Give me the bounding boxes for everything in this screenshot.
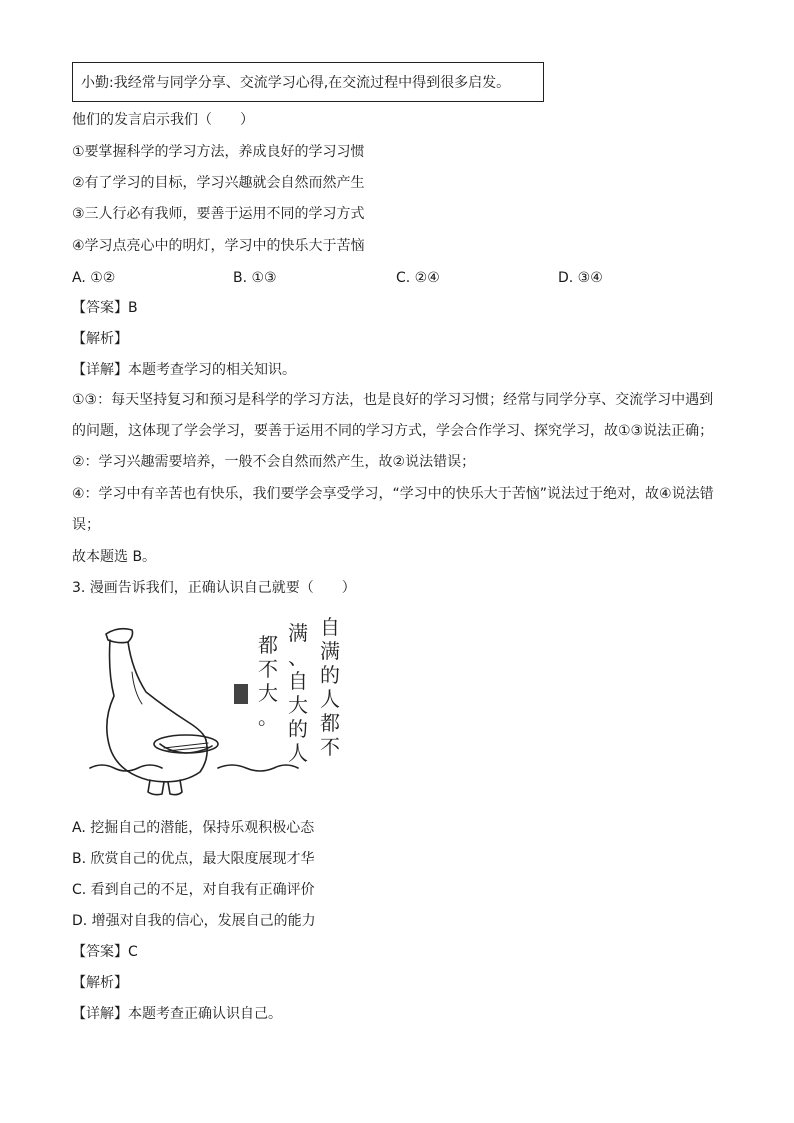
cartoon-text-col2: 满、自大的人 <box>288 621 308 765</box>
cartoon-text-col1: 自满的人都不 <box>320 615 340 759</box>
q2-statement-1: ①要掌握科学的学习方法，养成良好的学习习惯 <box>72 144 365 160</box>
q2-answer: 【答案】B <box>72 300 138 316</box>
q3-analysis-label: 【解析】 <box>72 975 128 991</box>
q2-option-c: C. ②④ <box>396 270 440 286</box>
q2-conclusion: 故本题选 B。 <box>72 549 157 565</box>
q2-statement-2: ②有了学习的目标，学习兴趣就会自然而然产生 <box>72 175 365 191</box>
cartoon-illustration <box>88 612 350 800</box>
q2-option-a: A. ①② <box>72 270 116 286</box>
q2-analysis-label: 【解析】 <box>72 331 128 347</box>
cartoon-drawing <box>88 612 350 800</box>
q3-stem: 3. 漫画告诉我们，正确认识自己就要（ ） <box>72 580 356 596</box>
q2-option-b: B. ①③ <box>233 270 277 286</box>
q3-option-d: D. 增强对自我的信心，发展自己的能力 <box>72 913 316 929</box>
q3-answer: 【答案】C <box>72 944 138 960</box>
cartoon-text-col3: 都不大。 <box>258 633 278 729</box>
q3-detail: 【详解】本题考查正确认识自己。 <box>72 1006 282 1022</box>
q3-option-c: C. 看到自己的不足，对自我有正确评价 <box>72 882 315 898</box>
q2-option-d: D. ③④ <box>558 270 603 286</box>
q2-paragraph-2: ②：学习兴趣需要培养，一般不会自然而然产生，故②说法错误； <box>72 454 476 470</box>
q2-paragraph-3: ④：学习中有辛苦也有快乐，我们要学会享受学习，“学习中的快乐大于苦恼”说法过于绝对，故④说法错误； <box>72 486 714 533</box>
quote-box <box>72 62 544 102</box>
q2-detail: 【详解】本题考查学习的相关知识。 <box>72 362 296 378</box>
q2-paragraph-1: ①③：每天坚持复习和预习是科学的学习方法，也是良好的学习习惯；经常与同学分享、交流学习中遇到的问题，这体现了学会学习，要善于运用不同的学习方式，学会合作学习、探究学习，故①③说法正确； <box>72 392 714 439</box>
q3-option-a: A. 挖掘自己的潜能，保持乐观积极心态 <box>72 820 315 836</box>
q2-statement-3: ③三人行必有我师，要善于运用不同的学习方式 <box>72 206 365 222</box>
q3-option-b: B. 欣赏自己的优点，最大限度展现才华 <box>72 851 315 867</box>
q2-statement-4: ④学习点亮心中的明灯，学习中的快乐大于苦恼 <box>72 238 365 254</box>
quote-text: 小勤:我经常与同学分享、交流学习心得,在交流过程中得到很多启发。 <box>81 75 511 91</box>
q2-stem: 他们的发言启示我们（ ） <box>72 112 254 128</box>
